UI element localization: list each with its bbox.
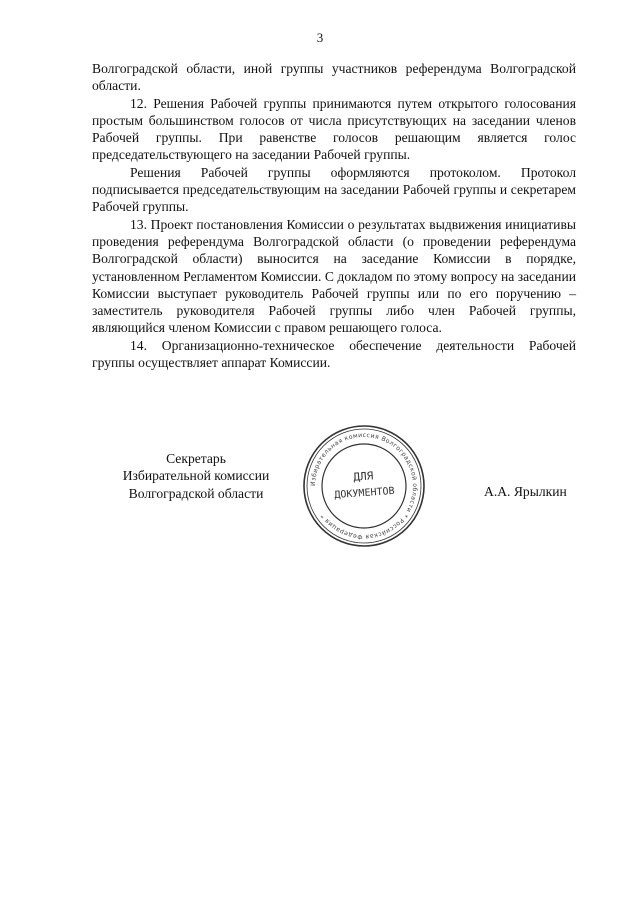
stamp-text-line-1: ДЛЯ (352, 469, 374, 484)
signature-block (0, 431, 640, 554)
signatory-title (106, 450, 286, 502)
signatory-name: А.А. Ярылкин (484, 484, 567, 499)
signatory-title-line-1: Секретарь (166, 451, 226, 466)
signatory-title-line-3: Волгоградской области (128, 485, 264, 501)
paragraph-1: Волгоградской области, иной группы участников референдума Волгоградской области. (92, 61, 576, 94)
paragraph-12: 12. Решения Рабочей группы принимаются путем открытого голосования простым большинством голосов от числа присутствующих на заседании членов Рабочей группы. При равенстве голосов решающим является голос председательствующего на заседании Рабочей группы. (92, 95, 576, 163)
svg-text:Избирательная комиссия Волгогр (310, 432, 419, 540)
signatory-title-line-2: Избирательной комиссии (122, 468, 270, 484)
paragraph-13: 13. Проект постановления Комиссии о результатах выдвижения инициативы проведения референдума Волгоградской области (о проведении референдума Волгоградской области) выносится на заседание Комиссии в порядке, установленном Регламентом Комиссии. С докладом по этому вопросу на заседании Комиссии выступает руководитель Рабочей группы или по его поручению – заместитель руководителя Рабочей группы либо член Рабочей группы, являющийся членом Комиссии с правом решающего голоса. (92, 216, 576, 336)
stamp-seal-icon (300, 422, 428, 550)
stamp-text-line-2: ДОКУМЕНТОВ (334, 485, 395, 502)
paragraph-protocol: Решения Рабочей группы оформляются протоколом. Протокол подписывается председательствующим на заседании Рабочей группы и секретарем Рабочей группы. (92, 164, 576, 215)
official-stamp (300, 422, 428, 550)
paragraph-14: 14. Организационно-техническое обеспечение деятельности Рабочей группы осуществляет аппарат Комиссии. (92, 337, 576, 371)
stamp-ring-text: Избирательная комиссия Волгоградской области * Российская Федерация * (309, 431, 419, 541)
page-number: 3 (316, 30, 324, 45)
document-body (92, 60, 576, 371)
